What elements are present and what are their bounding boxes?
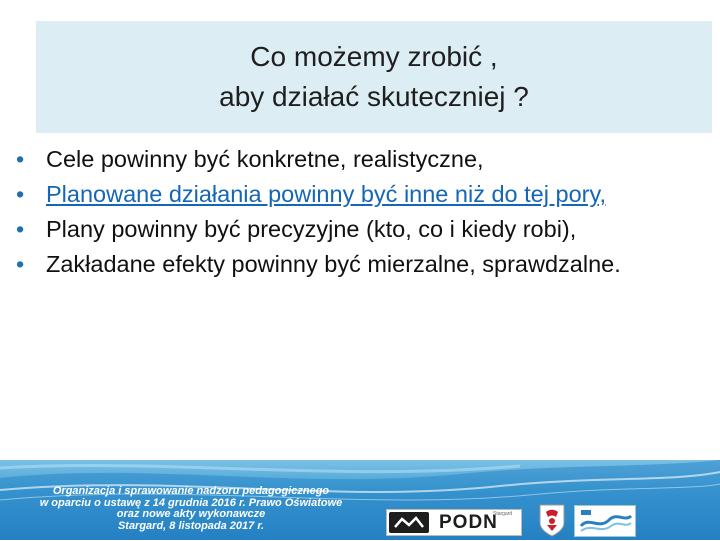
- podn-logo-text: PODN: [439, 511, 498, 533]
- bullet-dot: •: [16, 146, 25, 172]
- bullet-dot: •: [16, 216, 25, 242]
- bullet-list: [14, 142, 714, 282]
- footer-line-4: Stargard, 8 listopada 2017 r.: [117, 519, 265, 532]
- partner-logo-icon: [575, 506, 635, 536]
- bullet-item-link: [14, 177, 714, 212]
- footer-line-3: oraz nowe akty wykonawcze: [116, 508, 266, 520]
- bullet-text: Zakładane efekty powinny być mierzalne, sprawdzalne.: [46, 251, 621, 277]
- footer-line-1: Organizacja i sprawowanie nadzoru pedagogicznego: [52, 485, 330, 497]
- podn-logo: [386, 509, 522, 536]
- bullet-text: Planowane działania powinny być inne niż do tej pory,: [46, 181, 606, 207]
- podn-logo-subtext: Stargard: [493, 511, 513, 517]
- bullet-dot: •: [16, 181, 25, 207]
- footer-line-2: w oparciu o ustawę z 14 grudnia 2016 r. Prawo Oświatowe: [39, 496, 343, 509]
- slide-title-line-1: Co możemy zrobić ,: [250, 41, 498, 72]
- slide-title-box: [36, 21, 712, 133]
- slide-title-line-2: aby działać skuteczniej ?: [219, 81, 529, 112]
- bullet-item: [14, 142, 714, 177]
- bullet-text: Plany powinny być precyzyjne (kto, co i kiedy robi),: [46, 216, 577, 242]
- footer-caption: [0, 486, 382, 532]
- podn-mark-icon: [389, 512, 429, 533]
- bullet-text: Cele powinny być konkretne, realistyczne,: [46, 146, 484, 172]
- bullet-item: [14, 212, 714, 247]
- bullet-item: [14, 247, 714, 282]
- coat-of-arms-icon: [538, 503, 566, 537]
- bullet-dot: •: [16, 251, 25, 277]
- partner-logo: [574, 505, 636, 537]
